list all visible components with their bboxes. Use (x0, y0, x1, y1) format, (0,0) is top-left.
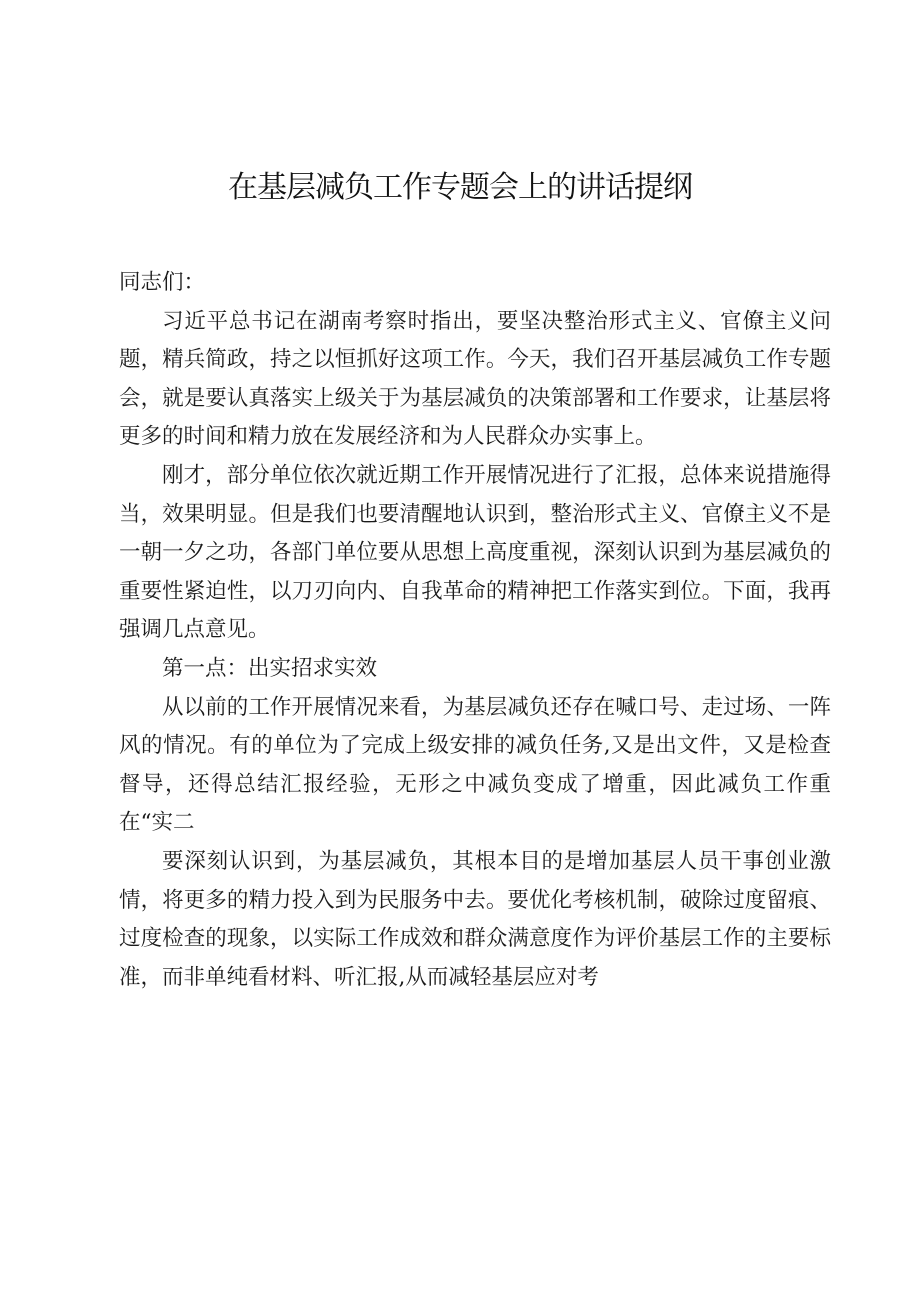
document-body (119, 264, 831, 997)
document-title: 在基层减负工作专题会上的讲话提纲 (228, 170, 692, 205)
paragraph-report-summary: 刚才，部分单位依次就近期工作开展情况进行了汇报，总体来说措施得当，效果明显。但是我们也要清醒地认识到，整治形式主义、官僚主义不是一朝一夕之功，各部门单位要从思想上高度重视，深刻认识到为基层减负的重要性紧迫性，以刀刃向内、自我革命的精神把工作落实到位。下面，我再强调几点意见。 (119, 462, 831, 643)
paragraph-opening: 习近平总书记在湖南考察时指出，要坚决整治形式主义、官僚主义问题，精兵简政，持之以恒抓好这项工作。今天，我们召开基层减负工作专题会，就是要认真落实上级关于为基层减负的决策部署和工作要求，让基层将更多的时间和精力放在发展经济和为人民群众办实事上。 (119, 308, 831, 450)
salutation: 同志们： (119, 270, 206, 295)
paragraph-purpose: 要深刻认识到，为基层减负，其根本目的是增加基层人员干事创业激情，将更多的精力投入到为民服务中去。要优化考核机制，破除过度留痕、过度检查的现象，以实际工作成效和群众满意度作为评价基层工作的主要标准，而非单纯看材料、听汇报,从而减轻基层应对考 (119, 848, 831, 990)
section-heading-point-one: 第一点：出实招求实效 (162, 655, 378, 681)
paragraph-past-situation: 从以前的工作开展情况来看，为基层减负还存在喊口号、走过场、一阵风的情况。有的单位为了完成上级安排的减负任务,又是出文件，又是检查督导，还得总结汇报经验，无形之中减负变成了增重，因此减负工作重在“实二 (119, 694, 831, 836)
